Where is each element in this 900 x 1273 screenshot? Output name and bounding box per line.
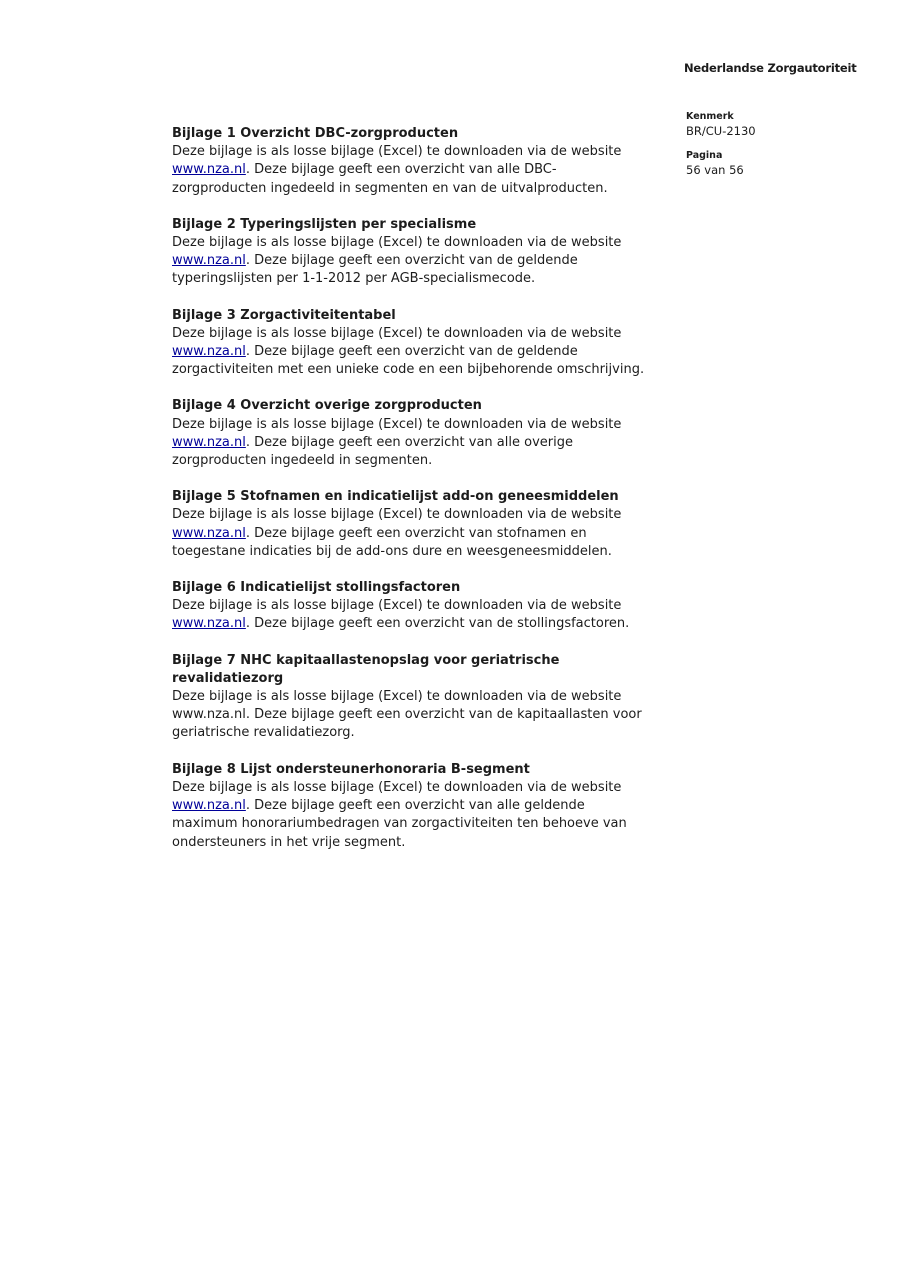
- document-meta: [686, 111, 856, 189]
- appendix-description: Deze bijlage is als losse bijlage (Excel) te downloaden via de website www.nza.nl. Deze bijlage geeft een overzicht van alle overige zorgproducten ingedeeld in segmenten.: [172, 416, 622, 469]
- appendix-description: Deze bijlage is als losse bijlage (Excel) te downloaden via de website www.nza.nl. Deze bijlage geeft een overzicht van de stollingsfactoren.: [172, 598, 630, 632]
- appendix-title: Bijlage 4 Overzicht overige zorgproducten: [172, 398, 482, 414]
- nza-website-link[interactable]: www.nza.nl: [172, 253, 246, 269]
- appendix-title: Bijlage 8 Lijst ondersteunerhonoraria B-segment: [172, 761, 530, 777]
- appendix-description: Deze bijlage is als losse bijlage (Excel) te downloaden via de website www.nza.nl. Deze bijlage geeft een overzicht van alle geldende maximum honorariumbedragen van zorgactiviteiten ten behoeve van ondersteuners in het vrije segment.: [172, 779, 627, 850]
- appendix-title: Bijlage 5 Stofnamen en indicatielijst add-on geneesmiddelen: [172, 489, 619, 505]
- appendix-section: [172, 652, 692, 743]
- appendix-section: [172, 761, 692, 852]
- appendix-title: Bijlage 3 Zorgactiviteitentabel: [172, 307, 396, 323]
- appendix-list: [172, 125, 692, 870]
- appendix-description: Deze bijlage is als losse bijlage (Excel) te downloaden via de website www.nza.nl. Deze bijlage geeft een overzicht van alle DBC- zorgproducten ingedeeld in segmenten en van de uitvalproducten.: [172, 144, 622, 196]
- nza-website-link[interactable]: www.nza.nl: [172, 525, 246, 541]
- nza-website-link[interactable]: www.nza.nl: [172, 344, 246, 360]
- appendix-title: Bijlage 7 NHC kapitaallastenopslag voor geriatrische revalidatiezorg: [172, 652, 560, 686]
- appendix-description: Deze bijlage is als losse bijlage (Excel) te downloaden via de website www.nza.nl. Deze bijlage geeft een overzicht van de kapitaallasten voor geriatrische revalidatiezorg.: [172, 689, 642, 741]
- appendix-section: [172, 488, 692, 561]
- nza-website-link[interactable]: www.nza.nl: [172, 434, 246, 450]
- appendix-title: Bijlage 1 Overzicht DBC-zorgproducten: [172, 126, 459, 141]
- appendix-section: [172, 397, 692, 470]
- appendix-section: [172, 125, 692, 198]
- kenmerk-value: BR/CU-2130: [686, 124, 756, 138]
- appendix-title: Bijlage 2 Typeringslijsten per specialisme: [172, 216, 477, 232]
- appendix-section: [172, 579, 692, 634]
- nza-website-link[interactable]: www.nza.nl: [172, 162, 246, 178]
- appendix-description: Deze bijlage is als losse bijlage (Excel) te downloaden via de website www.nza.nl. Deze bijlage geeft een overzicht van de geldende zorgactiviteiten met een unieke code en een bijbehorende omschrijving.: [172, 325, 645, 378]
- nza-website-link[interactable]: www.nza.nl: [172, 798, 246, 814]
- nza-website-link[interactable]: www.nza.nl: [172, 616, 246, 632]
- org-logo-text: Nederlandse Zorgautoriteit: [684, 61, 857, 75]
- pagina-label: Pagina: [686, 150, 723, 161]
- appendix-section: [172, 216, 692, 289]
- appendix-section: [172, 307, 692, 380]
- appendix-title: Bijlage 6 Indicatielijst stollingsfactoren: [172, 580, 461, 596]
- pagina-value: 56 van 56: [686, 163, 744, 177]
- kenmerk-label: Kenmerk: [686, 111, 734, 122]
- appendix-description: Deze bijlage is als losse bijlage (Excel) te downloaden via de website www.nza.nl. Deze bijlage geeft een overzicht van de geldende typeringslijsten per 1-1-2012 per AGB-specialismecode.: [172, 235, 622, 287]
- appendix-description: Deze bijlage is als losse bijlage (Excel) te downloaden via de website www.nza.nl. Deze bijlage geeft een overzicht van stofnamen en toegestane indicaties bij de add-ons dure en weesgeneesmiddelen.: [172, 507, 622, 559]
